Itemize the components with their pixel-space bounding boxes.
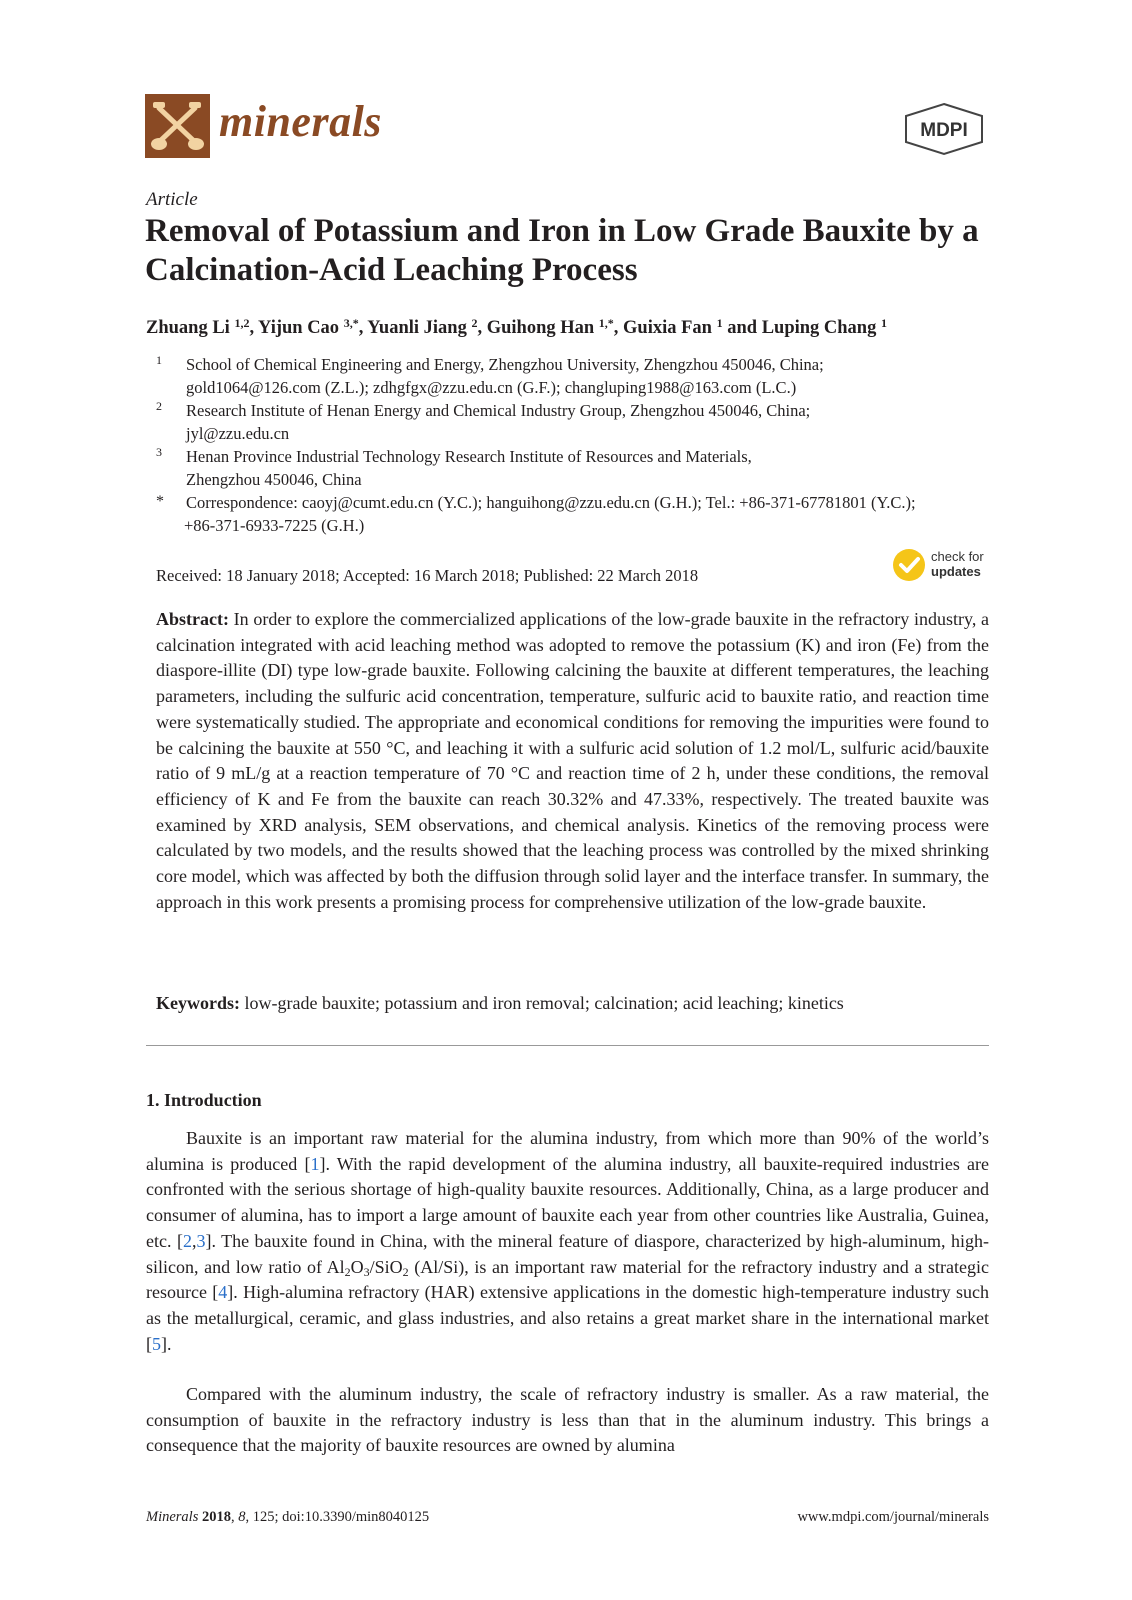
publication-dates: Received: 18 January 2018; Accepted: 16 March 2018; Published: 22 March 2018	[156, 566, 699, 585]
affiliation-text: Henan Province Industrial Technology Research Institute of Resources and Materials, Zhengzhou 450046, China	[186, 447, 752, 489]
affiliation-text: Research Institute of Henan Energy and Chemical Industry Group, Zhengzhou 450046, China; jyl@zzu.edu.cn	[186, 401, 811, 443]
keywords-text: low-grade bauxite; potassium and iron removal; calcination; acid leaching; kinetics	[244, 993, 844, 1013]
correspondence-mark: *	[156, 493, 164, 510]
footer-citation: Minerals 2018, 8, 125; doi:10.3390/min8040125	[146, 1509, 430, 1525]
mdpi-logo-text: MDPI	[920, 120, 968, 141]
author-name: Guihong Han	[486, 318, 595, 338]
author-name: Guixia Fan	[623, 318, 712, 338]
citation-link[interactable]: 3	[196, 1230, 206, 1251]
abstract	[156, 607, 989, 915]
affiliation-text: School of Chemical Engineering and Energy, Zhengzhou University, Zhengzhou 450046, China; gold1064@126.com (Z.L.); zdhgfgx@zzu.edu.cn (G.F.); changluping1988@163.com (L.C.)	[186, 355, 824, 397]
author-name: Yuanli Jiang	[367, 318, 467, 338]
article-type: Article	[146, 189, 198, 210]
abstract-label: Abstract:	[156, 609, 229, 629]
author-list: Zhuang Li $^{1,2}$, Yijun Cao $^{3,*}$, Yuanli Jiang $^2$, Guihong Han $^{1,*}$, Guixia Fan $^1$ and Luping Chang $^1$	[146, 316, 887, 338]
affiliation-mark: 1	[156, 353, 162, 367]
citation-link[interactable]: 2	[182, 1230, 192, 1251]
check-updates-line2: updates	[931, 564, 981, 579]
author-name: Zhuang Li	[146, 318, 230, 338]
author-name: Luping Chang	[761, 318, 877, 338]
abstract-text: In order to explore the commercialized applications of the low-grade bauxite in the refractory industry, a calcination integrated with acid leaching method was adopted to remove the potassium (K) and iron (Fe) from the diaspore-illite (DI) type low-grade bauxite. Following calcining the bauxite at different temperatures, the leaching parameters, including the sulfuric acid concentration, temperature, sulfuric acid to bauxite ratio, and reaction time were systematically studied. The appropriate and economical conditions for removing the impurities were found to be calcining the bauxite at 550 °C, and leaching it with a sulfuric acid solution of 1.2 mol/L, sulfuric acid/bauxite ratio of 9 mL/g at a reaction temperature of 70 °C and reaction time of 2 h, under these conditions, the removal efficiency of K and Fe from the bauxite can reach 30.32% and 47.33%, respectively. The treated bauxite was examined by XRD analysis, SEM observations, and chemical analysis. Kinetics of the removing process were calculated by two models, and the results showed that the leaching process was controlled by the mixed shrinking core model, which was affected by both the diffusion through solid layer and the interface transfer. In summary, the approach in this work presents a promising process for comprehensive utilization of the low-grade bauxite.	[156, 609, 989, 912]
affiliation-mark: 2	[156, 399, 162, 413]
checkmark-icon	[893, 549, 925, 581]
author-affiliation: 1	[716, 316, 723, 330]
mdpi-logo	[902, 102, 986, 156]
article-title: Removal of Potassium and Iron in Low Grade Bauxite by a Calcination-Acid Leaching Process	[145, 213, 979, 288]
author-affiliation: 1,*	[598, 316, 614, 330]
author-affiliation: 2	[471, 316, 478, 330]
citation-link[interactable]: 5	[152, 1333, 161, 1354]
keywords	[156, 993, 844, 1014]
citation-link[interactable]: 1	[310, 1153, 320, 1174]
intro-paragraph-1: Bauxite is an important raw material for the alumina industry, from which more than 90% of the world’s alumina is produced [1]. With the rapid development of the alumina industry, all bauxite-required industries are confronted with the serious shortage of high-quality bauxite resources. Additionally, China, as a large producer and consumer of alumina, has to import a large amount of bauxite each year from other countries like Australia, Guinea, etc. [2,3]. The bauxite found in China, with the mineral feature of diaspore, characterized by high-aluminum, high-silicon, and low ratio of $Al_2O_3/SiO_2$ (Al/Si), is an important raw material for the refractory industry and a strategic resource [4]. High-alumina refractory (HAR) extensive applications in the domestic high-temperature industry such as the metallurgical, ceramic, and glass industries, and also retains a great market share in the international market [5].	[146, 1128, 989, 1354]
author-affiliation: 1,2	[234, 316, 250, 330]
check-for-updates-badge[interactable]	[893, 549, 993, 583]
section-heading: 1. Introduction	[146, 1090, 262, 1110]
check-updates-line1: check for	[931, 549, 984, 564]
journal-logo-icon	[145, 94, 210, 158]
author-connector: and	[727, 318, 758, 338]
journal-name: minerals	[219, 97, 382, 146]
section-divider	[146, 1045, 989, 1046]
keywords-label: Keywords:	[156, 993, 240, 1013]
citation-link[interactable]: 4	[218, 1282, 228, 1303]
affiliation-mark: 3	[156, 445, 162, 459]
intro-paragraph-2: Compared with the aluminum industry, the scale of refractory industry is smaller. As a raw material, the consumption of bauxite in the refractory industry is less than that in the aluminum industry. This brings a consequence that the majority of bauxite resources are owned by alumina	[146, 1384, 989, 1456]
author-affiliation: 1	[880, 316, 887, 330]
author-affiliation: 3,*	[343, 316, 359, 330]
author-name: Yijun Cao	[258, 318, 340, 338]
footer-journal-url[interactable]: www.mdpi.com/journal/minerals	[797, 1509, 989, 1525]
correspondence-text: Correspondence: caoyj@cumt.edu.cn (Y.C.); hanguihong@zzu.edu.cn (G.H.); Tel.: +86-371-67781801 (Y.C.); +86-371-6933-7225 (G.H.)	[184, 493, 916, 535]
